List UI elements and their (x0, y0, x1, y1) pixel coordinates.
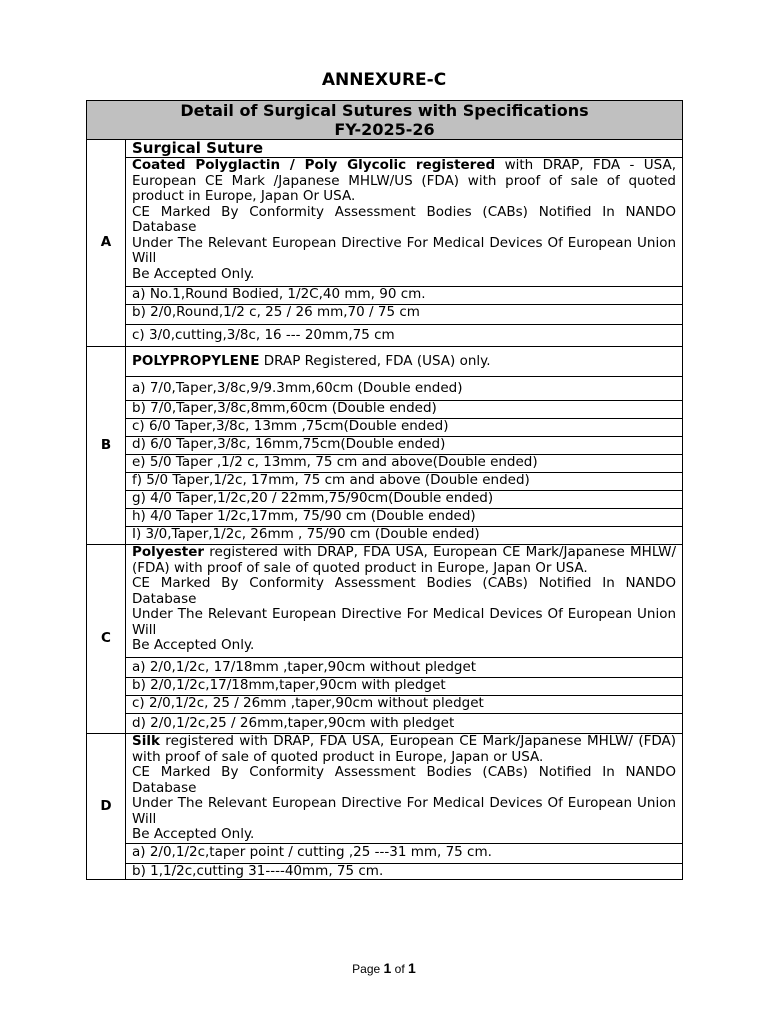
table-row (87, 527, 683, 545)
section-c-ce-line: CE Marked By Conformity Assessment Bodies (CABs) Notified In NANDO Database (132, 575, 677, 607)
table-row (87, 696, 683, 714)
table-row (87, 377, 683, 401)
section-a-description (126, 158, 683, 287)
page-footer (0, 960, 768, 976)
table-row (87, 509, 683, 527)
list-item: d) 2/0,1/2c,25 / 26mm,taper,90cm with pledget (126, 714, 683, 734)
section-d-accepted-line: Be Accepted Only. (132, 826, 255, 842)
table-row (87, 678, 683, 696)
section-letter-d: D (87, 734, 126, 880)
table-row (87, 325, 683, 347)
table-row (87, 491, 683, 509)
section-d-registration-text: registered with DRAP, FDA USA, European CE Mark/Japanese MHLW/ (FDA) with proof of sale of quoted product in Europe, Japan or USA. (132, 733, 677, 765)
section-d-description (126, 734, 683, 844)
list-item: g) 4/0 Taper,1/2c,20 / 22mm,75/90cm(Double ended) (126, 491, 683, 509)
section-a-registration-text: with DRAP, FDA - USA, European CE Mark /Japanese MHLW/US (FDA) with proof of sale of quoted product in Europe, Japan Or USA. (132, 157, 677, 204)
section-d-material: Silk (132, 733, 160, 749)
table-row (87, 473, 683, 491)
table-row (87, 305, 683, 325)
list-item: c) 3/0,cutting,3/8c, 16 --- 20mm,75 cm (126, 325, 683, 347)
footer-of-word: of (394, 962, 405, 976)
section-letter-b: B (87, 347, 126, 545)
list-item: c) 6/0 Taper,3/8c, 13mm ,75cm(Double ended) (126, 419, 683, 437)
page-title: ANNEXURE-C (321, 70, 447, 90)
section-b-description (126, 347, 683, 377)
table-row (87, 419, 683, 437)
list-item: a) 2/0,1/2c, 17/18mm ,taper,90cm without pledget (126, 658, 683, 678)
table-row (87, 843, 683, 863)
table-row (87, 140, 683, 158)
list-item: a) No.1,Round Bodied, 1/2C,40 mm, 90 cm. (126, 287, 683, 305)
list-item: h) 4/0 Taper 1/2c,17mm, 75/90 cm (Double ended) (126, 509, 683, 527)
footer-total-pages: 1 (408, 960, 416, 976)
list-item: a) 7/0,Taper,3/8c,9/9.3mm,60cm (Double ended) (126, 377, 683, 401)
section-d-directive-line: Under The Relevant European Directive For Medical Devices Of European Union Will (132, 795, 677, 827)
section-letter-a: A (87, 140, 126, 347)
table-header-fy: FY-2025-26 (334, 120, 435, 139)
section-a-directive-line: Under The Relevant European Directive For Medical Devices Of European Union Will (132, 234, 677, 266)
section-c-registration-text: registered with DRAP, FDA USA, European CE Mark/Japanese MHLW/ (FDA) with proof of sale of quoted product in Europe, Japan Or USA. (132, 544, 677, 576)
list-item: b) 7/0,Taper,3/8c,8mm,60cm (Double ended) (126, 401, 683, 419)
section-c-material: Polyester (132, 544, 205, 560)
table-row (87, 714, 683, 734)
section-c-accepted-line: Be Accepted Only. (132, 637, 255, 653)
list-item: f) 5/0 Taper,1/2c, 17mm, 75 cm and above (Double ended) (126, 473, 683, 491)
table-row (87, 437, 683, 455)
table-row (87, 455, 683, 473)
section-d-ce-line: CE Marked By Conformity Assessment Bodies (CABs) Notified In NANDO Database (132, 764, 677, 796)
table-row (87, 347, 683, 377)
footer-page-word: Page (352, 962, 381, 976)
table-row (87, 734, 683, 844)
list-item: I) 3/0,Taper,1/2c, 26mm , 75/90 cm (Double ended) (126, 527, 683, 545)
list-item: b) 2/0,Round,1/2 c, 25 / 26 mm,70 / 75 cm (126, 305, 683, 325)
section-c-directive-line: Under The Relevant European Directive For Medical Devices Of European Union Will (132, 606, 677, 638)
sutures-spec-table (86, 100, 683, 880)
table-row (87, 658, 683, 678)
list-item: e) 5/0 Taper ,1/2 c, 13mm, 75 cm and above(Double ended) (126, 455, 683, 473)
section-a-material: Coated Polyglactin / Poly Glycolic registered (132, 157, 496, 173)
table-row (87, 158, 683, 287)
section-c-description (126, 545, 683, 658)
list-item: a) 2/0,1/2c,taper point / cutting ,25 ---31 mm, 75 cm. (126, 843, 683, 863)
list-item: d) 6/0 Taper,3/8c, 16mm,75cm(Double ended) (126, 437, 683, 455)
list-item: b) 1,1/2c,cutting 31----40mm, 75 cm. (126, 863, 683, 880)
section-a-ce-line: CE Marked By Conformity Assessment Bodies (CABs) Notified In NANDO Database (132, 203, 677, 235)
table-row (87, 287, 683, 305)
list-item: c) 2/0,1/2c, 25 / 26mm ,taper,90cm without pledget (126, 696, 683, 714)
table-header-row (87, 101, 683, 140)
table-row (87, 545, 683, 658)
table-row (87, 863, 683, 880)
list-item: b) 2/0,1/2c,17/18mm,taper,90cm with pledget (126, 678, 683, 696)
table-header (87, 101, 683, 140)
section-a-title: Surgical Suture (126, 140, 683, 158)
section-letter-c: C (87, 545, 126, 734)
section-a-accepted-line: Be Accepted Only. (132, 265, 255, 282)
table-header-title: Detail of Surgical Sutures with Specifications (180, 101, 589, 120)
table-row (87, 401, 683, 419)
section-b-registration-text: DRAP Registered, FDA (USA) only. (259, 352, 491, 369)
footer-page-number: 1 (383, 960, 392, 976)
section-b-material: POLYPROPYLENE (132, 352, 260, 369)
